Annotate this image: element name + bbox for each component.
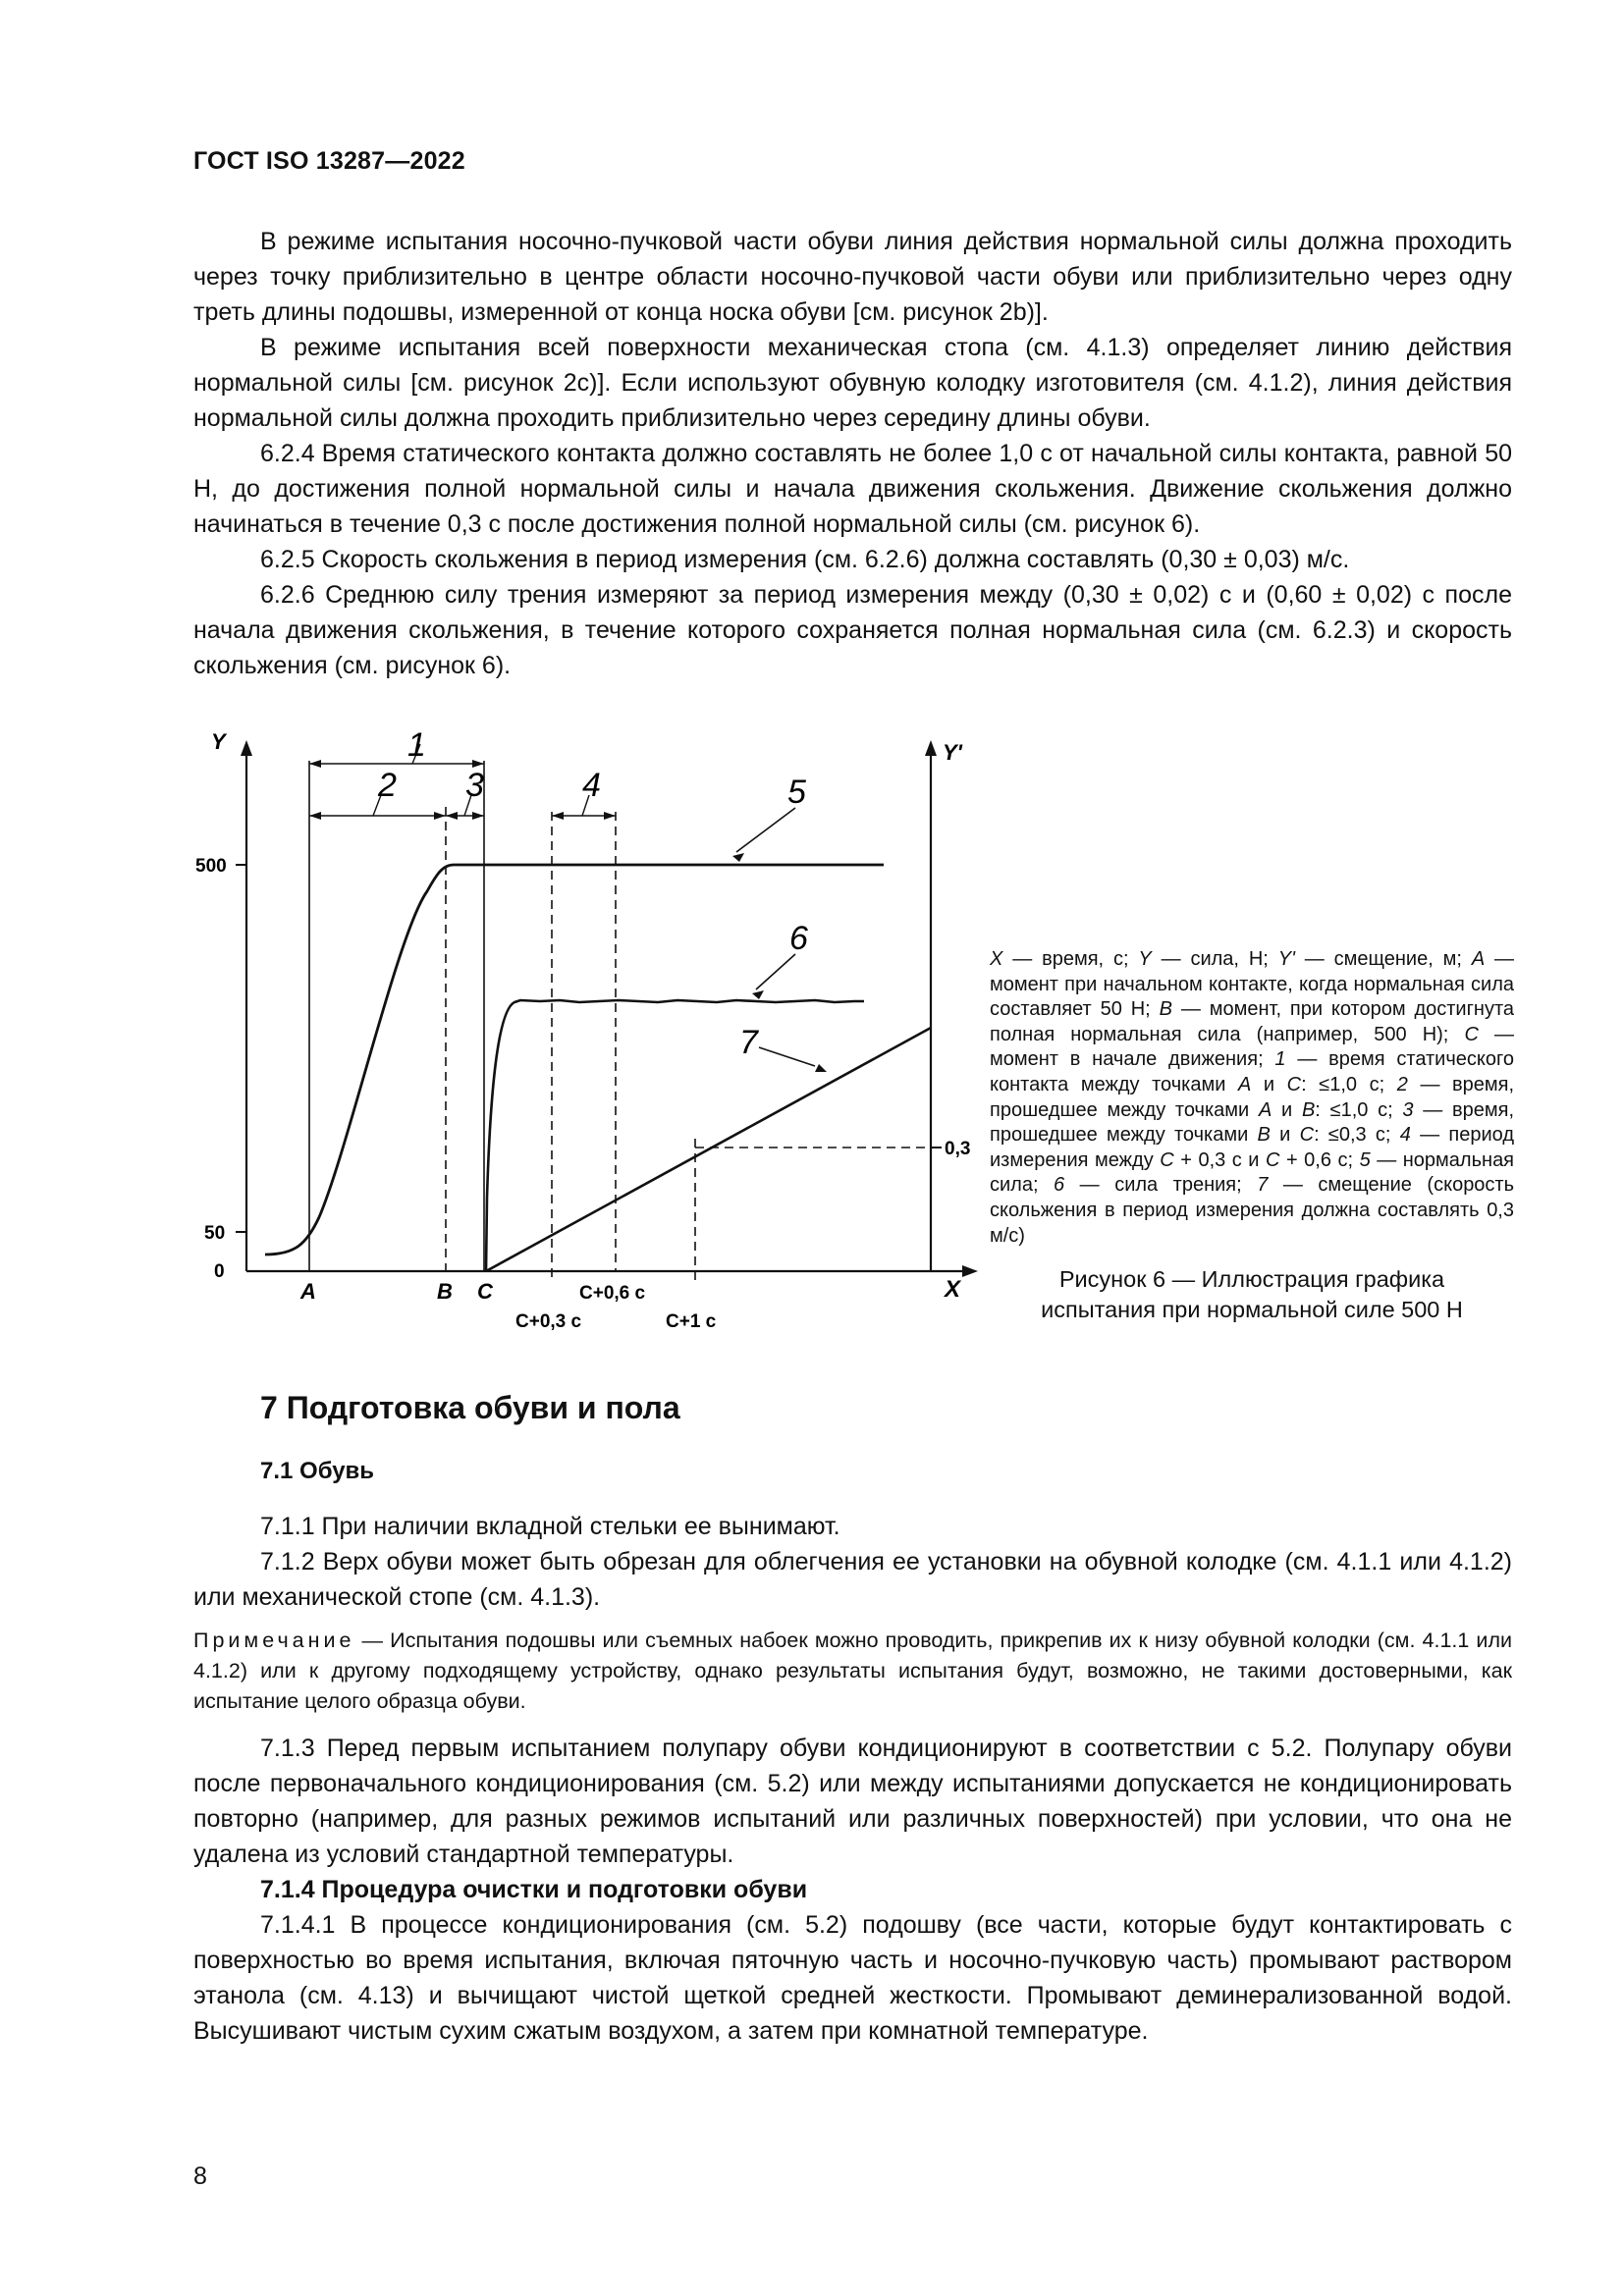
point-label-c: C [477,1279,493,1304]
note-text: — Испытания подошвы или съемных набоек можно проводить, прикрепив их к низу обувной колодки (см. 4.1.1 или 4.1.2) или к другому подходящему устройству, однако результаты испытания будут, возможно, не такими достоверными, как испытание целого образца обуви. [193,1629,1512,1713]
force-displacement-chart [187,726,992,1345]
y-axis-left-arrow [241,740,252,756]
legend-key: C [1160,1148,1174,1171]
subsection-7-1-heading: 7.1 Обувь [260,1458,375,1484]
legend-key: 6 [1054,1174,1065,1197]
legend-key: B [1257,1124,1271,1147]
paragraph: 6.2.5 Скорость скольжения в период измерения (см. 6.2.6) должна составлять (0,30 ± 0,03) м/с. [260,546,1350,573]
section-7-text-b [193,1731,1512,2049]
legend-text: : ≤1,0 с; [1301,1073,1397,1095]
legend-text: — сила, Н; [1151,948,1278,970]
legend-key: C [1266,1148,1280,1171]
tick-label-500: 500 [195,856,227,877]
axis-y-right-label: Y' [943,740,962,765]
legend-key: 7 [1257,1174,1269,1197]
legend-text: и [1251,1073,1287,1095]
section-7-text-a [193,1509,1512,1615]
legend-text: — сила трения; [1064,1174,1258,1197]
legend-text: — время, прошедшее между точками [990,1073,1515,1121]
legend-text: — нормальная сила; [990,1148,1515,1197]
tick-label-50: 50 [204,1223,226,1244]
dim-label-3: 3 [465,767,484,804]
legend-text: — время, с; [1002,948,1139,970]
dim-label-2: 2 [378,767,397,804]
legend-key: X [990,948,1003,970]
dim-label-1: 1 [407,726,426,764]
leader-6-arrow [752,990,764,999]
caption-line-2: испытания при нормальной силе 500 Н [1041,1297,1463,1322]
legend-key: 4 [1399,1124,1411,1147]
caption-line-1: Рисунок 6 — Иллюстрация графика [1058,1266,1445,1292]
legend-text: — период измерения между [990,1124,1515,1171]
legend-key: 1 [1274,1048,1286,1071]
legend-text: и [1270,1124,1300,1147]
paragraph-7-1-3: 7.1.3 Перед первым испытанием полупару обуви кондиционируют в соответствии с 5.2. Полупару обуви после первоначального кондиционирования (см. 5.2) или между испытаниями допускается не кондиционировать повторно (например, для разных режимов испытаний или различных поверхностей) при условии, что она не удалена из условий стандартной температуры. [193,1735,1512,1868]
leader-5-arrow [732,853,744,862]
paragraph-7-1-1: 7.1.1 При наличии вкладной стельки ее вынимают. [260,1513,840,1540]
legend-text: — смещение (скорость скольжения в период измерения должна составлять 0,3 м/с) [990,1174,1515,1247]
legend-key: A [1237,1073,1252,1095]
paragraph-7-1-2: 7.1.2 Верх обуви может быть обрезан для облегчения ее установки на обувной колодке (см. 4.1.1 или 4.1.2) или механической стопе (см. 4.1.3). [193,1548,1512,1611]
dim-label-4: 4 [582,767,601,804]
tick-label-right-03: 0,3 [945,1139,971,1159]
friction-force-curve [486,1000,864,1271]
legend-text: : ≤1,0 с; [1315,1098,1403,1121]
leader-5 [736,808,795,852]
paragraph: 6.2.4 Время статического контакта должно составлять не более 1,0 с от начальной силы контакта, равной 50 Н, до достижения полной нормальной силы и начала движения скольжения. Движение скольжения должно начинаться в течение 0,3 с после достижения полной нормальной силы (см. рисунок 6). [193,440,1512,538]
legend-text: — смещение, м; [1294,948,1472,970]
legend-key: C [1299,1124,1315,1147]
legend-key: B [1301,1098,1316,1121]
legend-text: + 0,6 с; [1279,1148,1360,1171]
paragraph: В режиме испытания всей поверхности механическая стопа (см. 4.1.3) определяет линию действия нормальной силы [см. рисунок 2c)]. Если используют обувную колодку изготовителя (см. 4.1.2), линия действия нормальной силы должна проходить приблизительно через середину длины обуви. [193,334,1512,432]
legend-key: 5 [1359,1148,1371,1171]
paragraph: В режиме испытания носочно-пучковой части обуви линия действия нормальной силы должна проходить через точку приблизительно в центре области носочно-пучковой части обуви или приблизительно через одну треть длины подошвы, измеренной от конца носка обуви [см. рисунок 2b)]. [193,228,1512,326]
curve-label-7: 7 [739,1024,758,1061]
legend-key: B [1159,998,1172,1021]
tick-label-c1: C+1 с [666,1311,717,1332]
legend-text: и [1272,1098,1302,1121]
paragraph: 6.2.6 Среднюю силу трения измеряют за период измерения между (0,30 ± 0,02) с и (0,60 ± 0,02) с после начала движения скольжения, в течение которого сохраняется полная нормальная сила (см. 6.2.3) и скорость скольжения (см. рисунок 6). [193,581,1512,679]
legend-text: + 0,3 с и [1173,1148,1266,1171]
legend-key: Y [1138,948,1152,970]
point-label-b: B [437,1279,453,1304]
point-label-a: A [300,1279,316,1304]
curve-label-6: 6 [789,920,808,957]
legend-key: C [1286,1073,1302,1095]
paragraph-7-1-4-1: 7.1.4.1 В процессе кондиционирования (см. 5.2) подошву (все части, которые будут контактировать с поверхностью во время испытания, включая пяточную часть и носочно-пучковую часть) промывают раствором этанола (см. 4.13) и вычищают чистой щеткой средней жесткости. Промывают деминерализованной водой. Высушивают чистым сухим сжатым воздухом, а затем при комнатной температуре. [193,1911,1512,2045]
intro-text [193,224,1512,683]
document-header: ГОСТ ISO 13287—2022 [193,147,465,175]
tick-label-c06: C+0,6 с [579,1283,646,1304]
axis-y-left-label: Y [211,729,226,754]
note-block [193,1626,1512,1717]
legend-text: — момент в начале движения; [990,1023,1514,1071]
legend-key: A [1471,948,1486,970]
leader-6 [756,954,795,989]
figure-legend [990,947,1514,1249]
curve-label-5: 5 [787,774,806,811]
legend-key: A [1258,1098,1272,1121]
page-number: 8 [193,2163,207,2190]
legend-key: C [1464,1023,1479,1045]
tick-label-c03: C+0,3 с [515,1311,582,1332]
legend-text: — момент, при котором достигнута полная нормальная сила (например, 500 Н); [990,998,1515,1045]
legend-text: — момент при начальном контакте, когда нормальная сила составляет 50 Н; [990,948,1515,1021]
legend-text: — время, прошедшее между точками [990,1098,1515,1147]
legend-key: 3 [1402,1098,1414,1121]
leader-7 [759,1047,815,1066]
leader-7-arrow [815,1064,827,1072]
figure-6 [187,726,992,1345]
note-label: Примечание [193,1629,355,1652]
legend-text: — время статического контакта между точками [990,1048,1514,1095]
legend-key: 2 [1396,1073,1408,1095]
legend-key: Y' [1277,948,1295,970]
figure-caption [990,1264,1514,1325]
displacement-line [486,1028,931,1271]
legend-text: : ≤0,3 с; [1314,1124,1400,1147]
x-axis-arrow [962,1265,978,1277]
y-axis-right-arrow [925,740,937,756]
axis-x-label: X [945,1276,961,1303]
section-7-heading: 7 Подготовка обуви и пола [260,1390,680,1425]
tick-label-0: 0 [214,1261,225,1282]
heading-7-1-4: 7.1.4 Процедура очистки и подготовки обуви [260,1876,808,1903]
